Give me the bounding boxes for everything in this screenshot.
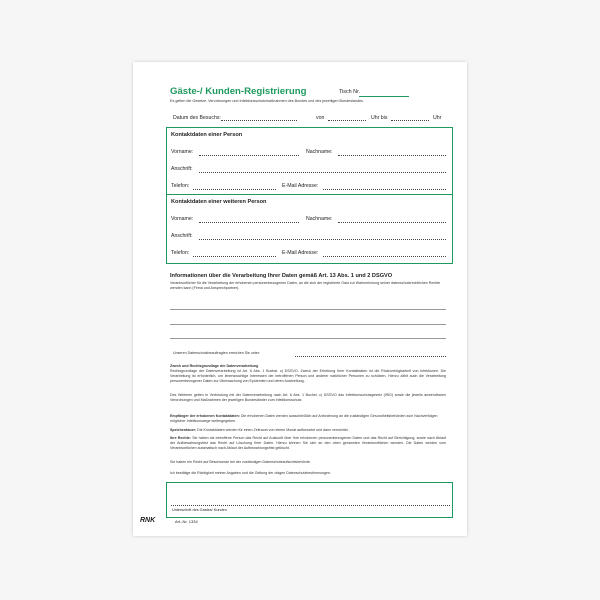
person2-anschrift-label: Anschrift:: [171, 233, 193, 239]
form-subtitle: Es gelten die Gesetze, Verordnungen und Infektionsschutzmaßnahmen des Bundes und des jeweiligen Bundeslandes.: [170, 99, 364, 103]
beschwerde-text: Sie haben ein Recht auf Beschwerde bei der zuständigen Datenschutzaufsichtsbehörde.: [170, 460, 311, 464]
datum-label: Datum des Besuchs:: [173, 115, 221, 121]
datum-field[interactable]: [221, 120, 297, 121]
speicher-label: Speicherdauer:: [170, 428, 197, 432]
signature-label: Unterschrift des Gastes/ Kunden: [172, 508, 227, 512]
person1-vorname-label: Vorname:: [171, 149, 194, 155]
person2-vorname-label: Vorname:: [171, 216, 194, 222]
dpo-field[interactable]: [295, 356, 446, 357]
person2-nachname-label: Nachname:: [306, 216, 333, 222]
responsible-line-3[interactable]: [170, 338, 446, 339]
zweck-text: Rechtsgrundlage der Datenverarbeitung ist Art. 6 Abs. 1 Buchst. c) DSGVO. Zweck der Erhebung Ihrer Kontaktdaten ist die Rückverfolgbarkeit von Infektionen. Die Verarbeitung ist erforderlich, um lebenswichtige Interessen der betroffenen Person und anderer natürlicher Personen zu schützen. Hierzu zählt auch die Verarbeitung personenbezogener Daten zur Überwachung von Epidemien und deren Ausbreitung.: [170, 369, 446, 383]
uhr-label: Uhr: [433, 115, 442, 121]
confirm-text: Ich bestätige die Richtigkeit meiner Angaben und die Geltung der obigen Datenschutzbestimmungen.: [170, 471, 331, 475]
zweck-text-2: Des Weiteren gelten in Verbindung mit der Datenverarbeitung nach Art. 6 Abs. 1 Buchst. c) DSGVO das Infektionsschutzgesetz (IfSG) sowie die jeweils anwendbaren Verordnungen und Maßnahmen der jeweiligen Bundesländer zum Infektionsschutz.: [170, 393, 446, 402]
tisch-field[interactable]: [359, 96, 409, 97]
von-label: von: [316, 115, 325, 121]
registration-form-page: [133, 62, 467, 536]
responsible-line-2[interactable]: [170, 324, 446, 325]
person1-nachname-label: Nachname:: [306, 149, 333, 155]
person1-telefon-label: Telefon:: [171, 183, 190, 189]
speicher-body: Die Kontaktdaten werden für einen Zeitraum von einem Monat aufbewahrt und dann vernichtet.: [196, 428, 349, 432]
person1-vorname-field[interactable]: [199, 155, 299, 156]
person2-heading: Kontaktdaten einer weiteren Person: [171, 199, 267, 205]
uhr-bis-label: Uhr bis: [371, 115, 388, 121]
speicher-text: [170, 428, 446, 433]
article-number: Art.-Nr. 1334: [175, 519, 198, 524]
person2-email-field[interactable]: [323, 256, 446, 257]
zweck-heading: Zweck und Rechtsgrundlage der Datenverarbeitung: [170, 364, 259, 368]
person1-anschrift-field[interactable]: [199, 172, 446, 173]
rnk-logo: RNK: [140, 517, 156, 524]
person2-anschrift-field[interactable]: [199, 239, 446, 240]
form-title: Gäste-/ Kunden-Registrierung: [170, 86, 307, 97]
signature-line[interactable]: [171, 505, 450, 506]
person2-vorname-field[interactable]: [199, 222, 299, 223]
person2-telefon-field[interactable]: [193, 256, 276, 257]
contact-data-box: [166, 127, 453, 264]
responsible-text: Verantwortlicher für die Verarbeitung der erhobenen personenbezogenen Daten, an die sich der registrierte Gast zur Wahrnehmung seiner datenschutzrechtlichen Rechte wenden kann (Firma und Ansprechpartner).: [170, 281, 441, 290]
rechte-body: Sie haben als betroffene Person das Recht auf Auskunft über Ihre erhobenen personenbezogenen Daten und das Recht auf Berichtigung, sowie nach Ablauf der Aufbewahrungsfrist das Recht auf Löschung Ihrer Daten. Hierzu können Sie sich an den oben genannten Verantwortlichen wenden. Die Daten werden vom Verantwortlichen automatisch nach Ablauf der Aufbewahrungsfrist gelöscht.: [170, 436, 446, 450]
person1-anschrift-label: Anschrift:: [171, 166, 193, 172]
person1-telefon-field[interactable]: [193, 189, 276, 190]
info-heading: Informationen über die Verarbeitung Ihrer Daten gemäß Art. 13 Abs. 1 und 2 DSGVO: [170, 273, 393, 279]
person2-nachname-field[interactable]: [338, 222, 446, 223]
box-divider: [167, 194, 452, 195]
signature-box[interactable]: [166, 482, 453, 518]
rechte-text: [170, 436, 446, 450]
person1-nachname-field[interactable]: [338, 155, 446, 156]
empfaenger-text: [170, 414, 446, 424]
empfaenger-body: Die erhobenen Daten werden ausschließlich auf Anforderung an die zuständigen Gesundheitsbehörden zum Nachverfolgen möglicher Infektionswege weitergegeben.: [170, 414, 438, 423]
person2-telefon-label: Telefon:: [171, 250, 190, 256]
dpo-text: Unseren Datenschutzbeauftragten erreichen Sie unter:: [173, 351, 261, 355]
von-time-field[interactable]: [328, 120, 366, 121]
tisch-label: Tisch Nr.: [339, 89, 361, 95]
person1-email-label: E-Mail Adresse:: [282, 183, 319, 189]
rechte-label: Ihre Rechte:: [170, 436, 191, 440]
empfaenger-label: Empfänger der erhobenen Kontaktdaten:: [170, 414, 240, 418]
person1-heading: Kontaktdaten einer Person: [171, 132, 243, 138]
responsible-line-1[interactable]: [170, 309, 446, 310]
bis-time-field[interactable]: [391, 120, 429, 121]
person2-email-label: E-Mail Adresse:: [282, 250, 319, 256]
person1-email-field[interactable]: [323, 189, 446, 190]
